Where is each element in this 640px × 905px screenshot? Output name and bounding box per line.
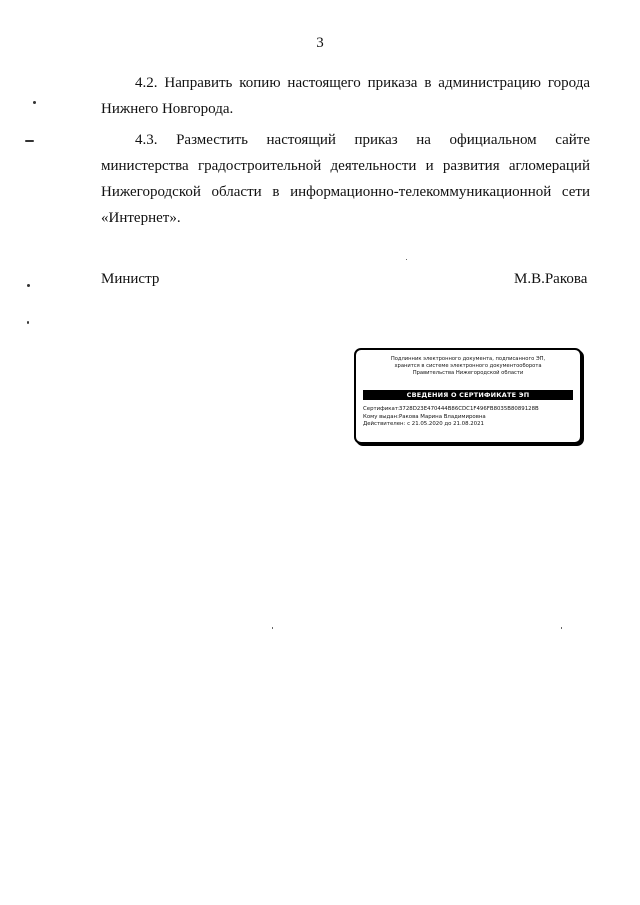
signatory-title: Министр [101, 271, 160, 287]
validity-label: Действителен: [363, 421, 406, 427]
validity-value: с 21.05.2020 до 21.08.2021 [407, 421, 484, 427]
stamp-banner: СВЕДЕНИЯ О СЕРТИФИКАТЕ ЭП [363, 390, 573, 400]
stamp-header [360, 356, 576, 377]
certificate-row [363, 406, 576, 414]
owner-label: Кому выдан: [363, 413, 399, 420]
validity-row [363, 421, 576, 429]
owner-row [363, 414, 576, 422]
signatory-name: М.В.Ракова [514, 271, 588, 287]
certificate-label: Сертификат: [363, 406, 400, 412]
scan-speck [25, 140, 34, 142]
scan-speck [406, 259, 407, 260]
stamp-header-line: хранится в системе электронного документооборота [394, 363, 542, 369]
paragraph-4-2 [101, 70, 590, 122]
scan-speck [33, 101, 36, 104]
paragraph-4-2-text: 4.2. Направить копию настоящего приказа в администрацию города Нижнего Новгорода. [101, 75, 590, 117]
scan-speck [272, 627, 273, 629]
electronic-signature-stamp [354, 348, 582, 444]
certificate-value: 3728D23E470444B86CDC1F496FB8035B8089128B [399, 406, 539, 412]
scan-speck [27, 284, 30, 287]
stamp-header-line: Подлинник электронного документа, подписанного ЭП, [390, 356, 546, 362]
paragraph-4-3-text: 4.3. Разместить настоящий приказ на официальном сайте министерства градостроительной деятельности и развития агломераций Нижегородской области в информационно-телекоммуникационной сети «Интернет». [101, 132, 590, 226]
scan-speck [27, 321, 29, 324]
owner-value: Ракова Марина Владимировна [399, 413, 486, 420]
stamp-certificate-details [363, 406, 576, 429]
stamp-header-line: Правительства Нижегородской области [412, 370, 524, 376]
paragraph-4-3 [101, 127, 590, 231]
scan-speck [561, 627, 562, 629]
page-number: 3 [316, 35, 324, 51]
